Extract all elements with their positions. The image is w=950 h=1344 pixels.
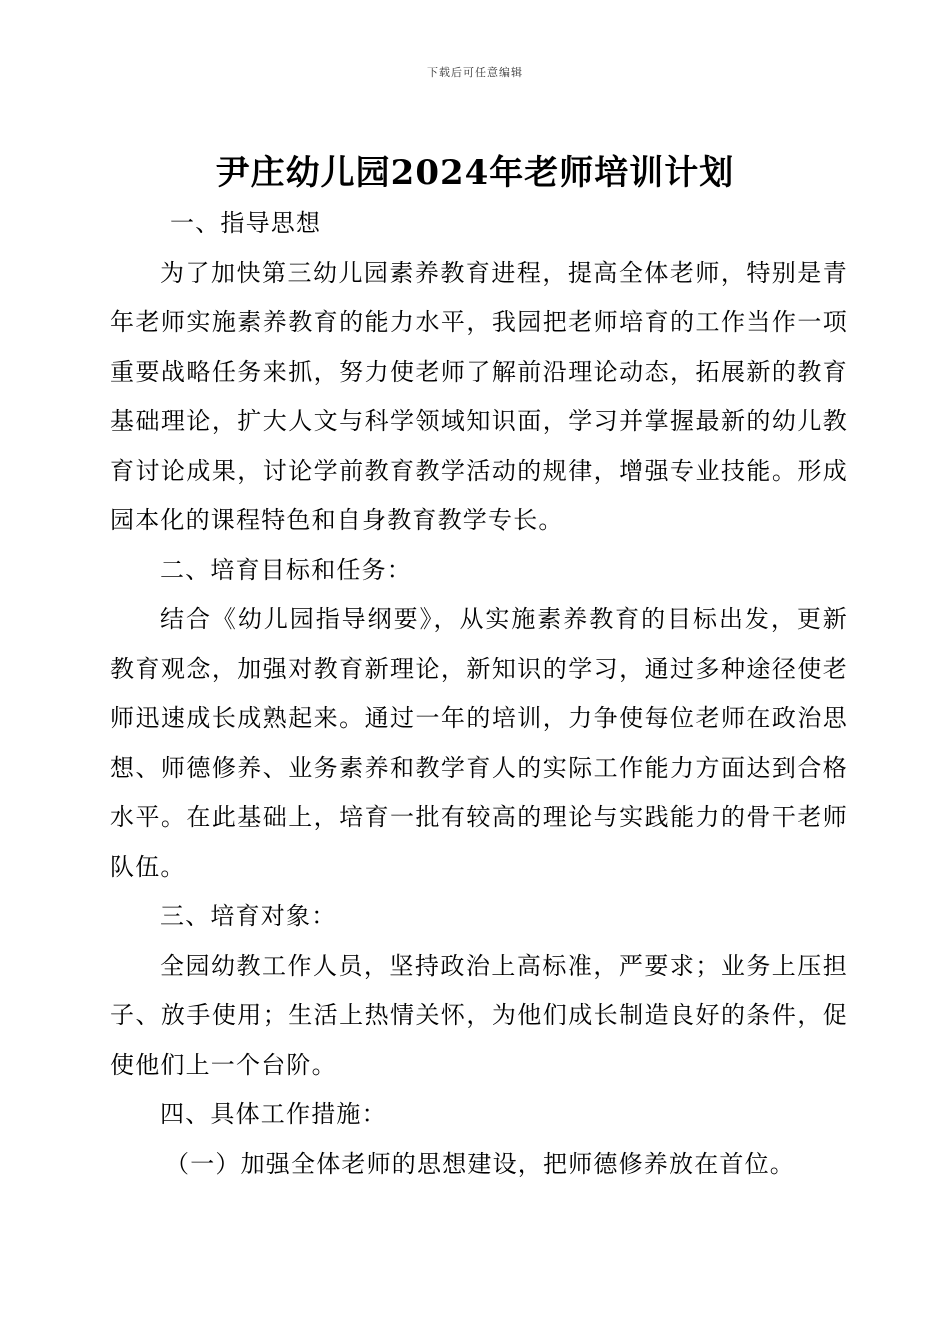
document-body [110,199,848,1189]
document-title: 尹庄幼儿园2024年老师培训计划 [215,153,735,193]
section-heading-3: 三、培育对象： [160,902,337,930]
header-note: 下载后可任意编辑 [427,66,523,79]
section-subheading-4-1: （一）加强全体老师的思想建设，把师德修养放在首位。 [165,1149,795,1178]
section-heading-4: 四、具体工作措施： [160,1100,387,1128]
section-paragraph-3: 全园幼教工作人员，坚持政治上高标准，严要求；业务上压担子、放手使用；生活上热情关怀，为他们成长制造良好的条件，促使他们上一个台阶。 [110,951,848,1079]
section-paragraph-2: 结合《幼儿园指导纲要》，从实施素养教育的目标出发，更新教育观念，加强对教育新理论，新知识的学习，通过多种途径使老师迅速成长成熟起来。通过一年的培训，力争使每位老师在政治思想、师德修养、业务素养和教学育人的实际工作能力方面达到合格水平。在此基础上，培育一批有较高的理论与实践能力的骨干老师队伍。 [110,605,848,881]
section-heading-2: 二、培育目标和任务： [160,555,412,584]
section-heading-1: 一、指导思想 [170,209,322,237]
section-paragraph-1: 为了加快第三幼儿园素养教育进程，提高全体老师，特别是青年老师实施素养教育的能力水平，我园把老师培育的工作当作一项重要战略任务来抓，努力使老师了解前沿理论动态，拓展新的教育基础理论，扩大人文与科学领域知识面，学习并掌握最新的幼儿教育讨论成果，讨论学前教育教学活动的规律，增强专业技能。形成园本化的课程特色和自身教育教学专长。 [110,258,848,534]
